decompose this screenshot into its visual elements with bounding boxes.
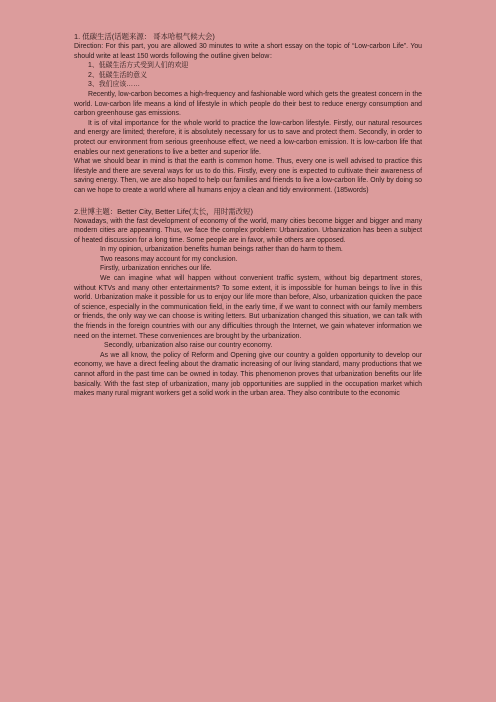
outline-item-1: 1、低碳生活方式受到人们的欢迎: [88, 62, 189, 70]
section2-intro: Nowadays, with the fast development of economy of the world, many cities become bigger and bigger and many modern cities are appearing. Thus, we face the complex problem: Urbanization. Urbanization has been a subject of heated discussion for a long time. Some people are in favor, while others are opposed.: [74, 217, 422, 244]
section2-first-point: Firstly, urbanization enriches our life.: [100, 265, 212, 273]
section2-paragraph-reform: As we all know, the policy of Reform and Opening give our country a golden opportunity to develop our economy, we have a direct feeling about the dramatic increasing of our living standard, many productions that we cannot afford in the past time can be owned in today. This phenomenon proves that urbanization benefits our life basically. With the fast step of urbanization, many job opportunities are supplied in the occupation market which makes many rural migrant workers get a solid work in the urban area. They also contribute to the economic: [74, 351, 422, 398]
section1-direction: Direction: For this part, you are allowed 30 minutes to write a short essay on the topic of “Low-carbon Life”. You should write at least 150 words following the outline given below：: [74, 43, 422, 60]
section1-closing: What we should bear in mind is that the earth is common home. Thus, every one is well advised to practice this lifestyle and there are several ways for us to do this. Firstly, every one is expected to cultivate their awareness of saving energy. Then, we are also hoped to help our families and friends to live a low-carbon life. Only by doing so can we hope to create a world where all humans enjoy a clean and tidy environment. (185words): [74, 158, 422, 194]
section2-reasons: Two reasons may account for my conclusion.: [100, 255, 238, 263]
outline-item-2: 2、低碳生活的意义: [88, 71, 147, 79]
section2-title: 2.世博主题：Better City, Better Life(太长，用时需改短): [74, 206, 253, 216]
section1-paragraph-2: It is of vital importance for the whole world to practice the low-carbon lifestyle. Firstly, our natural resources and energy are limited; therefore, it is absolutely necessary for us to save and protect them. Secondly, in order to protect our environment from serious greenhouse effect, we need a low-carbon emission. It is low-carbon life that enables our next generations to live a better and superior life.: [74, 119, 422, 156]
section1-paragraph-1: Recently, low-carbon becomes a high-frequency and fashionable word which gets the greatest concern in the world. Low-carbon life means a kind of lifestyle in which people do their best to reduce energy consumption and carbon greenhouse gas emissions.: [74, 90, 422, 118]
section-gap: [74, 196, 422, 205]
section2-opinion: In my opinion, urbanization benefits human beings rather than do harm to them.: [100, 246, 343, 254]
section1-outline: [74, 61, 422, 90]
outline-item-3: 3、我们应该……: [88, 81, 141, 89]
section1-title: 1. 低碳生活(话题来源： 哥本哈根气候大会): [74, 32, 215, 41]
section2-paragraph-imagine: We can imagine what will happen without convenient traffic system, without big department stores, without KTVs and many other entertainments? To some extent, it is impossible for human beings to live in this world. Urbanization make it possible for us to enjoy our life more than before, Also, urbanization quicken the pace of science, especially in the communication field, in the early time, if we want to connect with our family members or friends, the only way we can choose is writing letters. But urbanization changed this situation, we can talk with the friends in the foreign countries with our any difficulties through the Internet, we gain whatever information we need on the internet. These conveniences are brought by the urbanization.: [74, 275, 422, 340]
section2-second-point: Secondly, urbanization also raise our country economy.: [104, 342, 273, 350]
